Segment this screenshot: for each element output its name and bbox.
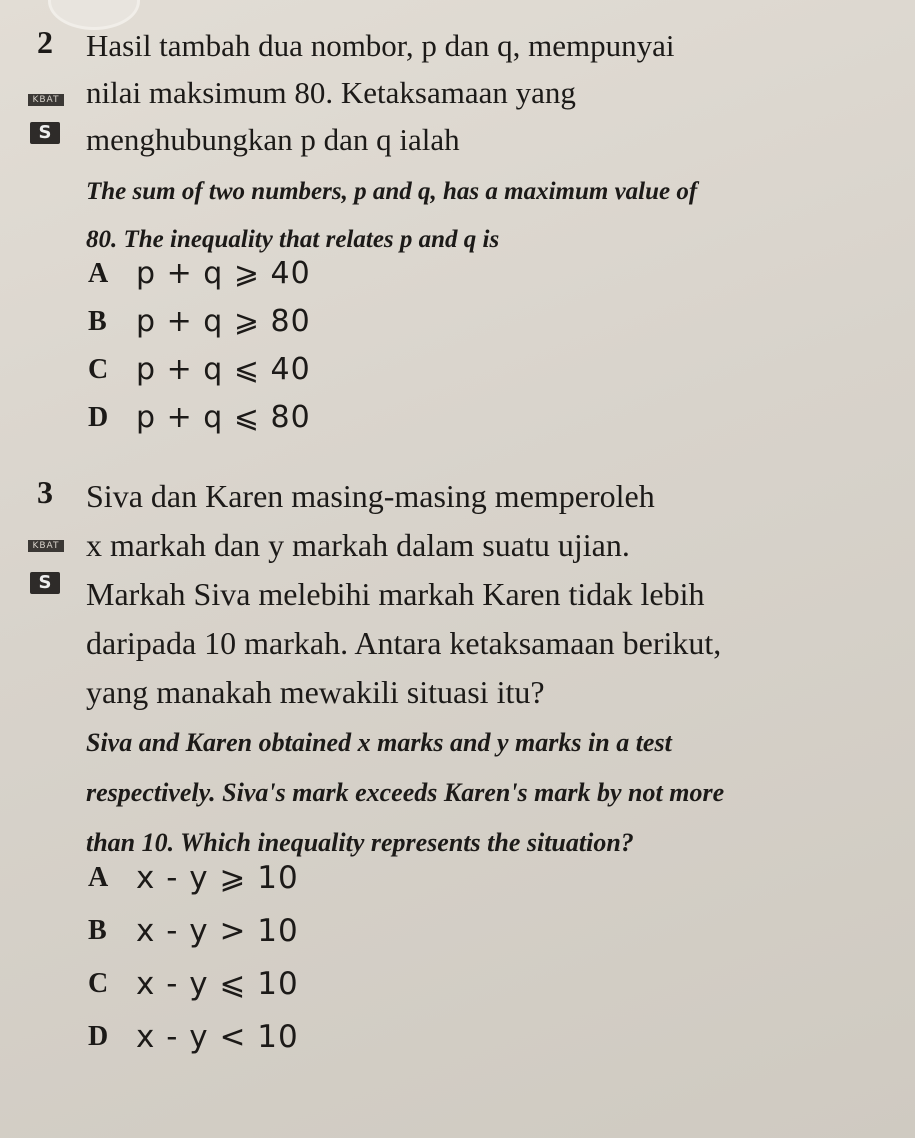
option-letter: D — [88, 1021, 109, 1052]
text-line: 80. The inequality that relates p and q is — [86, 226, 500, 253]
option-expression: x - y < 10 — [136, 1019, 299, 1055]
option-expression: p + q ⩽ 40 — [136, 352, 311, 387]
option-letter: B — [88, 915, 107, 946]
option-letter: A — [88, 257, 109, 289]
option-letter: B — [88, 305, 107, 337]
option-expression: x - y ⩾ 10 — [136, 860, 299, 896]
kbat-tag: KBAT — [28, 94, 64, 106]
question-text-english — [86, 718, 724, 868]
text-line: daripada 10 markah. Antara ketaksamaan berikut, — [86, 625, 722, 661]
option-a[interactable] — [88, 860, 299, 913]
option-a[interactable] — [88, 256, 311, 304]
text-line: Markah Siva melebihi markah Karen tidak lebih — [86, 576, 705, 612]
text-line: Hasil tambah dua nombor, p dan q, mempunyai — [86, 28, 675, 63]
s-tag: S — [30, 122, 60, 144]
option-c[interactable] — [88, 352, 311, 400]
s-tag: S — [30, 572, 60, 594]
text-line: The sum of two numbers, p and q, has a maximum value of — [86, 178, 698, 205]
option-expression: p + q ⩾ 40 — [136, 256, 311, 291]
question-text-malay — [86, 22, 675, 163]
text-line: nilai maksimum 80. Ketaksamaan yang — [86, 75, 576, 110]
text-line: respectively. Siva's mark exceeds Karen's mark by not more — [86, 778, 725, 807]
question-number: 3 — [37, 474, 53, 510]
text-line: Siva and Karen obtained x marks and y marks in a test — [86, 728, 672, 757]
question-text-malay — [86, 472, 721, 717]
question-number: 2 — [37, 24, 53, 60]
text-line: than 10. Which inequality represents the situation? — [86, 828, 634, 857]
answer-options — [88, 860, 299, 1072]
option-b[interactable] — [88, 913, 299, 966]
option-expression: p + q ⩾ 80 — [136, 304, 311, 339]
option-b[interactable] — [88, 304, 311, 352]
option-c[interactable] — [88, 966, 299, 1019]
option-letter: C — [88, 353, 109, 385]
option-expression: p + q ⩽ 80 — [136, 400, 311, 435]
option-expression: x - y > 10 — [136, 913, 299, 949]
option-letter: A — [88, 862, 109, 893]
text-line: x markah dan y markah dalam suatu ujian. — [86, 527, 630, 563]
text-line: yang manakah mewakili situasi itu? — [86, 674, 545, 710]
question-text-english — [86, 168, 697, 264]
kbat-tag: KBAT — [28, 540, 64, 552]
text-line: menghubungkan p dan q ialah — [86, 122, 460, 157]
text-line: Siva dan Karen masing-masing memperoleh — [86, 478, 655, 514]
option-d[interactable] — [88, 400, 311, 448]
option-letter: D — [88, 401, 109, 433]
option-letter: C — [88, 968, 109, 999]
option-expression: x - y ⩽ 10 — [136, 966, 299, 1002]
option-d[interactable] — [88, 1019, 299, 1072]
answer-options — [88, 256, 311, 448]
